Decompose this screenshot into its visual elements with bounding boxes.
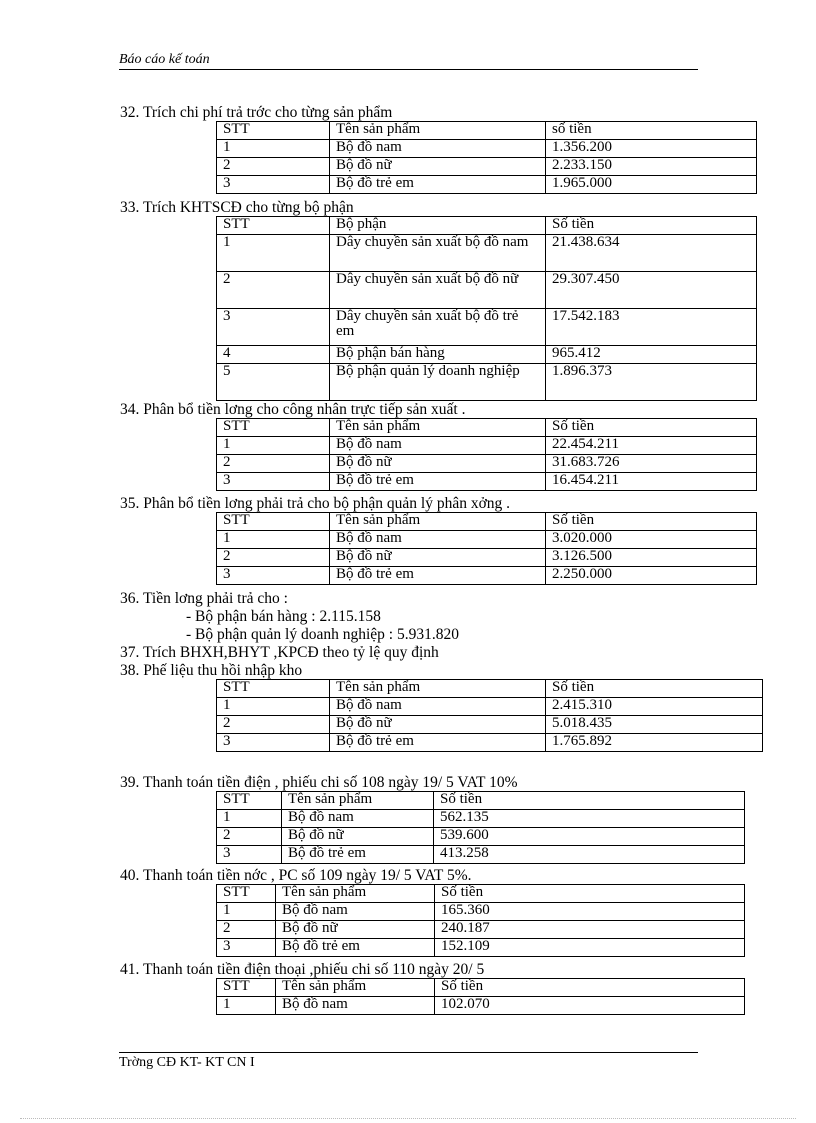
table-row: 1 Bộ đồ nam 22.454.211: [217, 437, 757, 455]
table-row: 1 Bộ đồ nam 1.356.200: [217, 140, 757, 158]
table-39: [216, 791, 745, 864]
table-row: 3 Bộ đồ trẻ em 1.965.000: [217, 176, 757, 194]
table-row: 3 Bộ đồ trẻ em 152.109: [217, 939, 745, 957]
table-header-row: STT Tên sản phẩm Số tiền: [217, 680, 763, 698]
section-36-title: 36. Tiền lơng phải trả cho :: [120, 590, 288, 607]
table-header-row: STT Tên sản phẩm Số tiền: [217, 885, 745, 903]
table-header-row: STT Bộ phận Số tiền: [217, 217, 757, 235]
table-row: 2 Bộ đồ nữ 539.600: [217, 828, 745, 846]
table-row: 3 Dây chuyền sản xuất bộ đồ trẻ em 17.542.183: [217, 309, 757, 346]
table-34: [216, 418, 757, 491]
table-row: 2 Bộ đồ nữ 31.683.726: [217, 455, 757, 473]
table-33: [216, 216, 757, 401]
table-41: [216, 978, 745, 1015]
page-footer: Trờng CĐ KT- KT CN I: [119, 1052, 698, 1071]
table-row: 4 Bộ phận bán hàng 965.412: [217, 346, 757, 364]
table-row: 1 Bộ đồ nam 562.135: [217, 810, 745, 828]
table-row: 1 Dây chuyền sản xuất bộ đồ nam 21.438.634: [217, 235, 757, 272]
table-header-row: STT Tên sản phẩm Số tiền: [217, 419, 757, 437]
table-row: 3 Bộ đồ trẻ em 1.765.892: [217, 734, 763, 752]
section-36-item: - Bộ phận quản lý doanh nghiệp : 5.931.820: [186, 626, 459, 643]
table-row: 1 Bộ đồ nam 102.070: [217, 997, 745, 1015]
section-35-title: 35. Phân bổ tiền lơng phải trả cho bộ phận quản lý phân xởng .: [120, 495, 511, 512]
section-38-title: 38. Phế liệu thu hồi nhập kho: [120, 662, 303, 679]
section-39-title: 39. Thanh toán tiền điện , phiếu chi số 108 ngày 19/ 5 VAT 10%: [120, 774, 518, 791]
section-36-item: - Bộ phận bán hàng : 2.115.158: [186, 608, 381, 625]
section-41-title: 41. Thanh toán tiền điện thoại ,phiếu chi số 110 ngày 20/ 5: [120, 961, 485, 978]
table-header-row: STT Tên sản phẩm Số tiền: [217, 979, 745, 997]
table-32: [216, 121, 757, 194]
table-row: 1 Bộ đồ nam 2.415.310: [217, 698, 763, 716]
table-row: 2 Bộ đồ nữ 240.187: [217, 921, 745, 939]
table-row: 2 Dây chuyền sản xuất bộ đồ nữ 29.307.450: [217, 272, 757, 309]
table-row: 2 Bộ đồ nữ 2.233.150: [217, 158, 757, 176]
table-header-row: STT Tên sản phẩm Số tiền: [217, 513, 757, 531]
table-row: 5 Bộ phận quản lý doanh nghiệp 1.896.373: [217, 364, 757, 401]
table-header-row: STT Tên sản phẩm số tiền: [217, 122, 757, 140]
table-38: [216, 679, 763, 752]
section-34-title: 34. Phân bổ tiền lơng cho công nhân trực tiếp sản xuất .: [120, 401, 466, 418]
section-37-title: 37. Trích BHXH,BHYT ,KPCĐ theo tỷ lệ quy định: [120, 644, 439, 661]
page-header: Báo cáo kế toán: [119, 52, 698, 70]
section-32-title: 32. Trích chi phí trả trớc cho từng sản phẩm: [120, 104, 393, 121]
page-edge-divider: [20, 1118, 796, 1119]
table-35: [216, 512, 757, 585]
table-row: 2 Bộ đồ nữ 3.126.500: [217, 549, 757, 567]
table-row: 3 Bộ đồ trẻ em 2.250.000: [217, 567, 757, 585]
table-row: 3 Bộ đồ trẻ em 413.258: [217, 846, 745, 864]
table-row: 1 Bộ đồ nam 3.020.000: [217, 531, 757, 549]
table-row: 2 Bộ đồ nữ 5.018.435: [217, 716, 763, 734]
table-row: 1 Bộ đồ nam 165.360: [217, 903, 745, 921]
table-header-row: STT Tên sản phẩm Số tiền: [217, 792, 745, 810]
section-40-title: 40. Thanh toán tiền nớc , PC số 109 ngày 19/ 5 VAT 5%.: [120, 867, 472, 884]
table-row: 3 Bộ đồ trẻ em 16.454.211: [217, 473, 757, 491]
section-33-title: 33. Trích KHTSCĐ cho từng bộ phận: [120, 199, 354, 216]
table-40: [216, 884, 745, 957]
